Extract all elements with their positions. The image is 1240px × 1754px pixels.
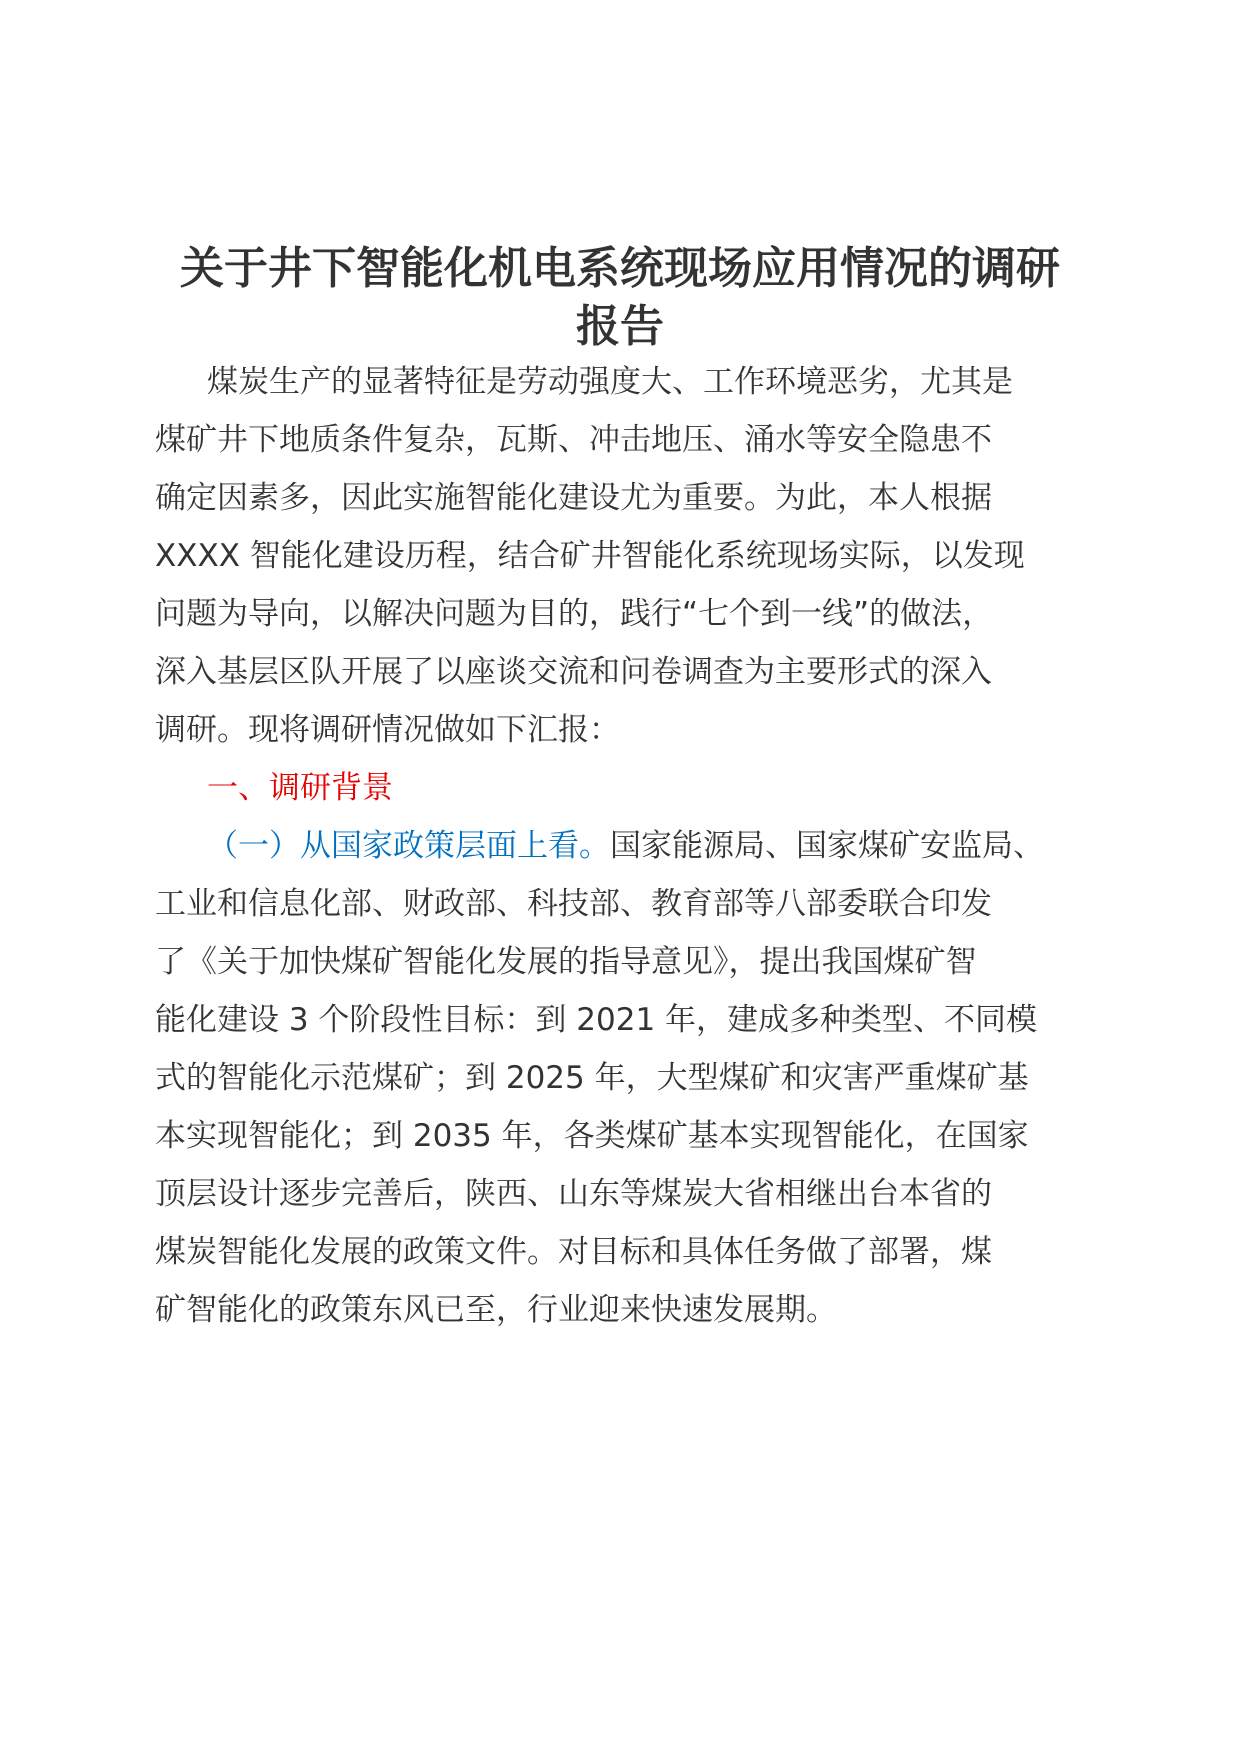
intro-line-1: 煤炭生产的显著特征是劳动强度大、工作环境恶劣，尤其是 (207, 364, 1013, 400)
subsection-1-line-5: 式的智能化示范煤矿；到 2025 年，大型煤矿和灾害严重煤矿基 (155, 1060, 1029, 1096)
subsection-1-label: （一）从国家政策层面上看。 (207, 828, 610, 864)
document-title (150, 240, 1090, 356)
section-heading-1: 一、调研背景 (207, 770, 393, 806)
intro-line-5: 问题为导向，以解决问题为目的，践行“七个到一线”的做法， (155, 596, 994, 632)
intro-line-2: 煤矿井下地质条件复杂，瓦斯、冲击地压、涌水等安全隐患不 (155, 422, 992, 458)
subsection-1-line-9: 矿智能化的政策东风已至，行业迎来快速发展期。 (155, 1292, 837, 1328)
subsection-1-line-6: 本实现智能化；到 2035 年，各类煤矿基本实现智能化，在国家 (155, 1118, 1029, 1154)
subsection-1-first-line-text: 国家能源局、国家煤矿安监局、 (610, 828, 1044, 864)
intro-line-4: XXXX 智能化建设历程，结合矿井智能化系统现场实际，以发现 (155, 538, 1025, 574)
intro-line-6: 深入基层区队开展了以座谈交流和问卷调查为主要形式的深入 (155, 654, 992, 690)
title-line-2: 报告 (576, 301, 664, 352)
intro-line-3: 确定因素多，因此实施智能化建设尤为重要。为此，本人根据 (155, 480, 992, 516)
subsection-1-line-8: 煤炭智能化发展的政策文件。对目标和具体任务做了部署，煤 (155, 1234, 992, 1270)
title-line-1: 关于井下智能化机电系统现场应用情况的调研 (180, 243, 1060, 294)
subsection-1-line-3: 了《关于加快煤矿智能化发展的指导意见》，提出我国煤矿智 (155, 944, 977, 980)
subsection-1-first-line (207, 824, 1044, 868)
subsection-1-line-4: 能化建设 3 个阶段性目标：到 2021 年，建成多种类型、不同模 (155, 1002, 1038, 1038)
intro-line-7: 调研。现将调研情况做如下汇报： (155, 712, 620, 748)
subsection-1-line-7: 顶层设计逐步完善后，陕西、山东等煤炭大省相继出台本省的 (155, 1176, 992, 1212)
subsection-1-line-2: 工业和信息化部、财政部、科技部、教育部等八部委联合印发 (155, 886, 992, 922)
